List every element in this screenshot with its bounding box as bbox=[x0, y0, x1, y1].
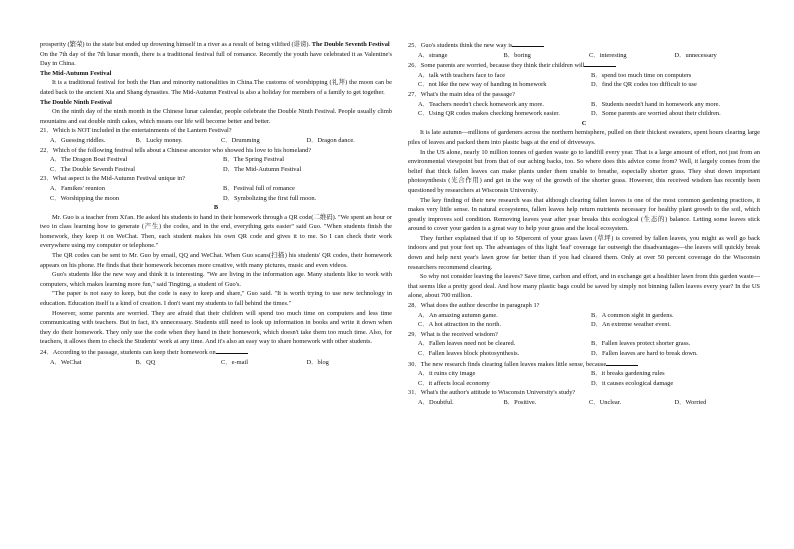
answer-blank bbox=[584, 60, 616, 67]
option: D．Fallen leaves are hard to break down. bbox=[591, 350, 698, 357]
option: B．The Spring Festival bbox=[223, 156, 285, 164]
paragraph: Guo's students like the new way and think it is interesting. "We are living in the information age. Many students like to work with computers, which makes learning more fun," said Tingting, a student of Guo's. bbox=[40, 271, 392, 288]
option: C．Worshipping the moon bbox=[50, 194, 120, 202]
section-heading: The Mid-Autumn Festival bbox=[40, 69, 112, 77]
options-23 bbox=[40, 184, 392, 203]
options-22 bbox=[40, 155, 392, 174]
option: A．An amazing autumn game. bbox=[418, 311, 498, 319]
question-23: 23．What aspect is the Mid-Autumn Festival unique in? bbox=[40, 175, 186, 183]
question-25: 25．Guo's students think the new way is bbox=[408, 40, 760, 51]
option: B．Students needn't hand in homework any more. bbox=[591, 100, 721, 108]
option: D．Some parents are worried about their children. bbox=[591, 110, 721, 118]
option: D．it causes ecological damage bbox=[591, 379, 674, 387]
paragraph: However, some parents are worried. They are afraid that their children will spend too much time on computers and less time communicating with teachers. But in fact, it's unnecessary. Students still need to look up information in books and write it down when they do their homework. They only use the code when they hand in their homework, which doesn't take them too much time. Also, for teachers, it allows them to check the Students' work at any time. And it's also an easy way to share homework with other students. bbox=[40, 309, 392, 346]
answer-blank bbox=[606, 359, 638, 366]
question-31: 31．What's the author's attitude to Wisconsin University's study? bbox=[408, 389, 576, 397]
option: B．Fallen leaves protect shorter grass. bbox=[591, 340, 691, 348]
question-26: 26．Some parents are worried, because they think their children will bbox=[408, 60, 760, 71]
section-heading: The Double Ninth Festival bbox=[40, 98, 112, 106]
option: C．Drumming bbox=[221, 136, 260, 144]
option: D．Symbolizing the first full moon. bbox=[223, 194, 317, 202]
paragraph: The QR codes can be sent to Mr. Guo by email, QQ and WeChat. When Guo scans(扫描) his students' QR codes, their homework appears on his phone. He finds that their homework becomes more creative, with many pictures, music and even videos. bbox=[40, 252, 392, 269]
option: B．Lucky money. bbox=[135, 136, 183, 144]
options-25 bbox=[408, 51, 760, 61]
option: B．Positive. bbox=[503, 398, 537, 406]
answer-blank bbox=[216, 347, 248, 354]
option: A．WeChat bbox=[50, 358, 82, 366]
option: B．Festival full of romance bbox=[223, 184, 295, 192]
option: A．Fallen leaves need not be cleared. bbox=[418, 340, 516, 348]
option: C．A hot attraction in the north. bbox=[418, 321, 502, 329]
option: C．Unclear. bbox=[589, 398, 622, 406]
option: D．Dragon dance. bbox=[306, 136, 355, 144]
paragraph: On the ninth day of the ninth month in the Chinese lunar calendar, people celebrate the Double Ninth Festival. People usually climb mountains and eat double ninth cakes, which means our life will become better and better. bbox=[40, 108, 392, 125]
option: D．The Mid-Autumn Festival bbox=[223, 165, 302, 173]
paragraph: So why not consider leaving the leaves? Save time, carbon and effort, and in exchange get a healthier lawn from this garden waste—that seems like a pretty good deal. And how many plastic bags could be saved by simply not binning fallen leaves every year? In the US alone, about 700 million. bbox=[408, 273, 760, 300]
option: A．talk with teachers face to face bbox=[418, 71, 506, 79]
right-column bbox=[408, 40, 760, 408]
paragraph: They further explained that if up to 50percent of your grass lawn (草坪) is covered by fallen leaves, you might as well go back indoors and put your feet up. The advantages of this light 'leaf' coverage far outweigh the disadvantages—the leaves will quickly break down and help next year's lawn grow far better than if you had cleared them. Only at over 50 percent coverage do the Wisconsin researchers recommend clearing. bbox=[408, 234, 760, 271]
option: C．Using QR codes makes checking homework easier. bbox=[418, 110, 560, 118]
option: B．spend too much time on computers bbox=[591, 71, 692, 79]
option: A．Famikes' reunion bbox=[50, 184, 105, 192]
option: A．Guessing riddles. bbox=[50, 136, 106, 144]
option: A．it ruins city image bbox=[418, 370, 476, 378]
option: C．it affects local economy bbox=[418, 379, 490, 387]
option: C．e-mail bbox=[221, 358, 248, 366]
left-column bbox=[40, 40, 392, 367]
section-label-b: B bbox=[213, 204, 219, 212]
options-30 bbox=[408, 369, 760, 388]
option: C．interesting bbox=[589, 51, 627, 59]
option: B．A common sight in gardens. bbox=[591, 311, 674, 319]
option: B．QQ bbox=[135, 358, 156, 366]
paragraph: It is late autumn—millions of gardeners across the northern hemisphere, pulled on their thickest sweaters, spent hours clearing large piles of leaves and packed them into plastic bags at the end of driveways. bbox=[408, 129, 760, 146]
option: C．The Double Seventh Festival bbox=[50, 165, 136, 173]
options-27 bbox=[408, 100, 760, 119]
section-heading: The Double Seventh Festival bbox=[311, 41, 390, 48]
option: C．Fallen leaves block photosynthesis. bbox=[418, 350, 520, 357]
options-28 bbox=[408, 311, 760, 330]
question-24: 24．According to the passage, students can keep their homework on bbox=[40, 347, 392, 358]
option: D．blog bbox=[306, 358, 329, 366]
paragraph: In the US alone, nearly 10 million tonnes of garden waste go to landfill every year. That is a large amount of effort, not just from an environmental viewpoint but from that of our aching backs, too. So where does this advice come from? Well, it largely comes from the belief that thick fallen leaves can make plants under them unable to breathe, especially shorter grass. They shut down important photosynthesis (光合作用) and get in the way of the growth of the shorter grass. However, this received wisdom has recently been questioned by researchers at Wisconsin University. bbox=[408, 148, 760, 194]
option: D．An extreme weather event. bbox=[591, 321, 671, 329]
option: D．unnecessary bbox=[674, 51, 717, 59]
question-21: 21．Which is NOT included in the entertainments of the Lantern Festival? bbox=[40, 127, 232, 135]
option: D．Worried bbox=[674, 398, 707, 406]
option: A．strange bbox=[418, 51, 448, 59]
options-21 bbox=[40, 136, 392, 146]
question-27: 27．What's the main idea of the passage? bbox=[408, 90, 515, 98]
paragraph: prosperity (繁荣) to the state but ended up drowning himself in a river as a result of being vilified (诽谤). The Double Seventh Festival bbox=[40, 41, 390, 48]
question-22: 22．Which of the following festival tells about a Chinese ancestor who showed his love to his homeland? bbox=[40, 146, 312, 154]
options-24 bbox=[40, 358, 392, 368]
option: A．Teachers needn't check homework any more. bbox=[418, 100, 544, 108]
options-26 bbox=[408, 71, 760, 90]
option: C．not like the new way of handing in homework bbox=[418, 81, 547, 89]
option: B．it breaks gardening rules bbox=[591, 370, 665, 378]
question-30: 30．The new research finds clearing fallen leaves makes little sense, because bbox=[408, 359, 760, 370]
section-label-c: C bbox=[581, 119, 587, 127]
option: D．find the QR codes too difficult to use bbox=[591, 81, 697, 89]
paragraph: It is a traditional festival for both the Han and minority nationalities in China.The customs of worshipping (礼拜) the moon can be dated back to the ancient Xia and Shang dynasties. The Mid-Autumn Festival is also a holiday for members of a family to get together. bbox=[40, 79, 392, 96]
option: B．boring bbox=[503, 51, 531, 59]
paragraph: The key finding of their new research was that although clearing fallen leaves is one of the most common gardening practices, it makes very little sense. In natural ecosystems, fallen leaves help return nutrients necessary for healthy plant growth to the soil, which greatly improves soil condition. Removing leaves year after year breaks this ecological (生态的) balance. Letting some leaves stick around to cover your garden is a great way to help your grass and the local ecosystem. bbox=[408, 196, 760, 233]
question-28: 28．What does the author describe in paragraph 1? bbox=[408, 302, 540, 310]
paragraph: On the 7th day of the 7th lunar month, there is a traditional festival full of romance. Recently the youth have celebrated it as Valentine's Day in China. bbox=[40, 50, 392, 68]
options-29 bbox=[408, 339, 760, 358]
option: A．Doubtful. bbox=[418, 398, 454, 406]
question-29: 29．What is the received wisdom? bbox=[408, 330, 498, 338]
options-31 bbox=[408, 398, 760, 408]
option: A．The Dragon Boat Festival bbox=[50, 156, 128, 164]
paragraph: Mr. Guo is a teacher from Xi'an. He asked his students to hand in their homework through a QR code(二维码). "We spent an hour or two in class learning how to generate (产生) the codes, and in the end, everything gets easier" said Guo. "When students finish the homework, they keep it on WeChat. Then, each student makes his own QR code and gives it to me. So I can check their work everywhere using my computer or telephone." bbox=[40, 213, 392, 250]
answer-blank bbox=[512, 40, 544, 47]
paragraph: "The paper is not easy to keep, but the code is easy to keep and share," Guo said. "It is worth trying to use new technology in education. Education itself is a kind of creation. I don't want my students to fall behind the times." bbox=[40, 290, 392, 308]
